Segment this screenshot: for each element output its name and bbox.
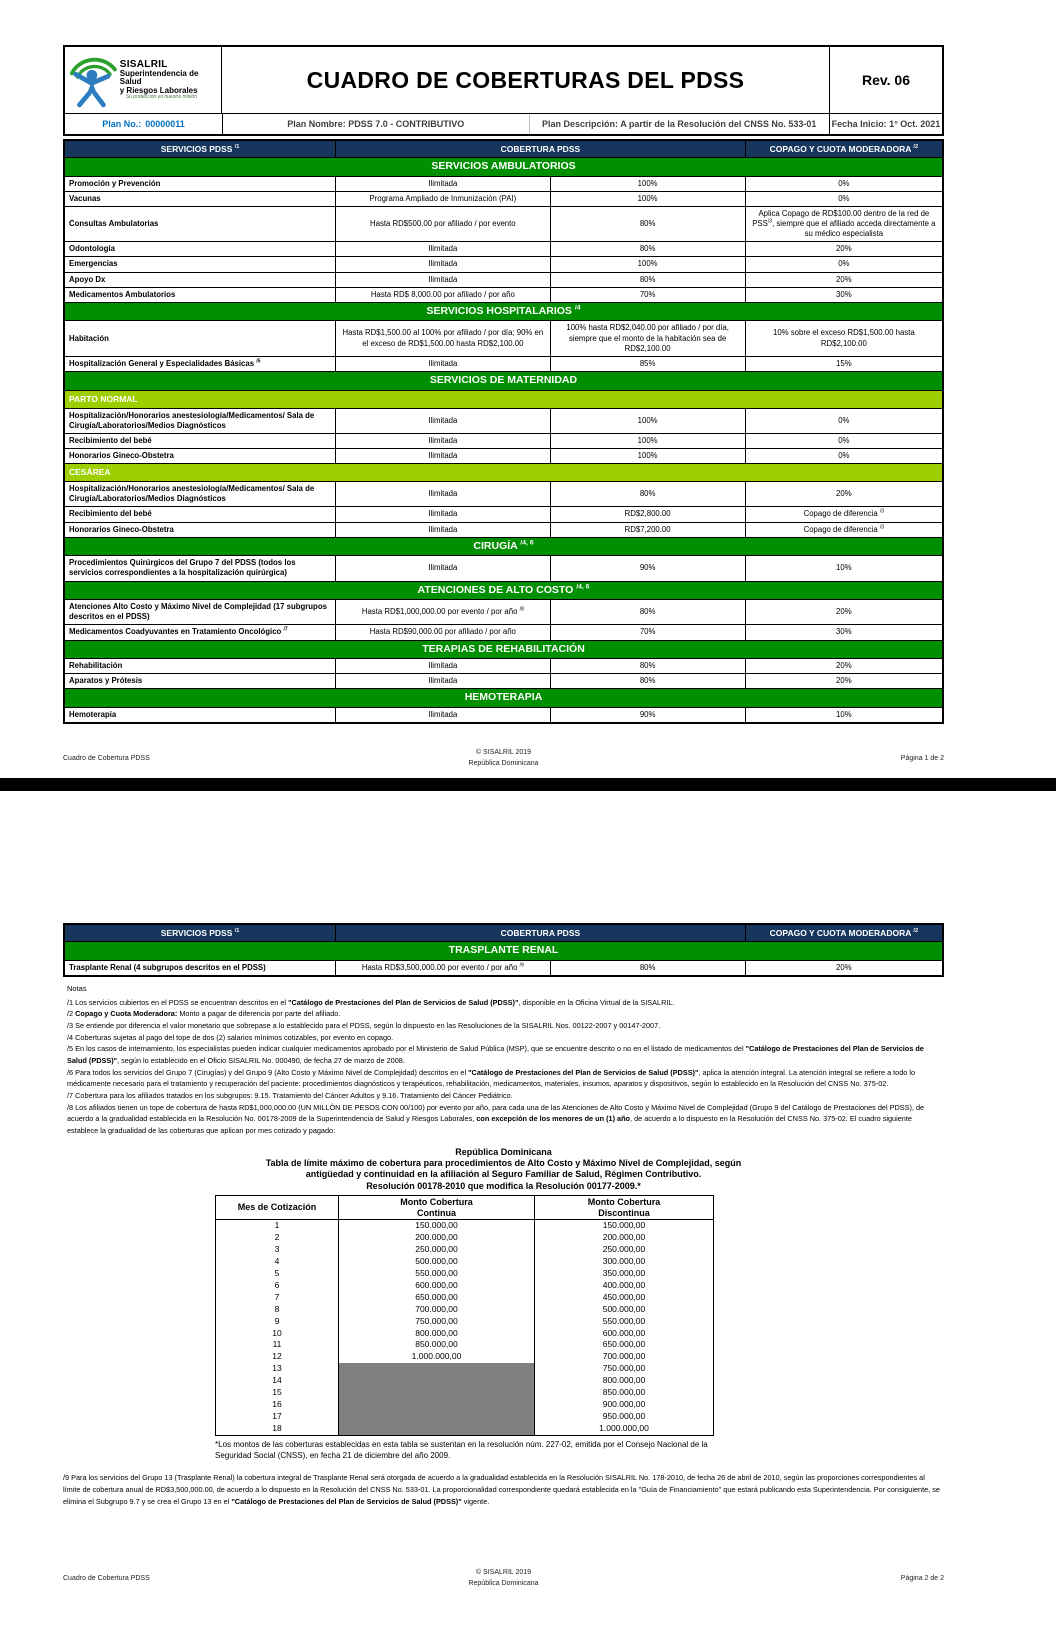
coverage-row	[64, 321, 943, 356]
coverage-percent-cell: 80%	[550, 242, 745, 257]
service-name-cell: Vacunas	[64, 191, 336, 206]
coverage-amount-cell: Ilimitada	[336, 257, 550, 272]
coverage-row	[64, 433, 943, 448]
grad-row	[216, 1256, 714, 1268]
coverage-percent-cell: 80%	[550, 600, 745, 625]
fecha-inicio: Fecha Inicio: 1° Oct. 2021	[829, 114, 942, 134]
service-name-cell: Atenciones Alto Costo y Máximo Nivel de Complejidad (17 subgrupos descritos en el PDSS)	[64, 600, 336, 625]
grad-row	[216, 1363, 714, 1375]
org-tagline: Su protección es nuestra misión	[125, 94, 197, 101]
grad-discontinua-cell: 950.000,00	[535, 1411, 714, 1423]
section-row	[64, 464, 943, 482]
doc-title: CUADRO DE COBERTURAS DEL PDSS	[306, 66, 745, 93]
note-item: /5 En los casos de internamiento, los especialistas pueden indicar cualquier medicamentos aprobado por el Ministerio de Salud Pública (MSP), que se encuentre descrito o no en el listado de medicamentos del "Catálogo de Prestaciones del Plan de Servicios de Salud (PDSS)", según lo establecido en el Oficio SISALRIL No. 000490, de fecha 27 de marzo de 2008.	[67, 1044, 924, 1066]
grad-title-line3: antigüedad y continuidad en la afiliación al Seguro Familiar de Salud, Régimen Contributivo.	[305, 1169, 702, 1180]
copago-cell: 15%	[745, 356, 943, 371]
page-number: Página 1 de 2	[900, 755, 944, 762]
grad-discontinua-cell: 850.000,00	[535, 1387, 714, 1399]
grad-discontinua-cell: 600.000,00	[535, 1328, 714, 1340]
section-row	[64, 942, 943, 961]
section-row	[64, 302, 943, 321]
coverage-row	[64, 242, 943, 257]
grad-footnote: *Los montos de las coberturas establecidas en esta tabla se sustentan en la resolución núm. 227-02, emitida por el Consejo Nacional de la Seguridad Social (CNSS), en fecha 21 de diciembre del año 2009.	[215, 1439, 708, 1460]
coverage-row	[64, 356, 943, 371]
note-item: /7 Cobertura para los afiliados tratados en los subgrupos: 9.15. Tratamiento del Cáncer Adultos y 9.16. Tratamiento del Cáncer Pediátrico.	[67, 1091, 513, 1101]
page-number: Página 2 de 2	[900, 1575, 944, 1582]
coverage-row	[64, 176, 943, 191]
coverage-row	[64, 625, 943, 640]
coverage-percent-cell: RD$7,200.00	[550, 522, 745, 537]
grad-discontinua-cell: 350.000,00	[535, 1268, 714, 1280]
footer-country: República Dominicana	[468, 1579, 539, 1587]
grad-mes-cell: 10	[216, 1328, 339, 1340]
grad-continua-cell: 1.000.000,00	[339, 1351, 535, 1363]
note-item: /3 Se entiende por diferencia el valor monetario que sobrepase a lo establecido para el PDSS, según lo dispuesto en las Resoluciones de la SISALRIL Nos. 00122-2007 y 00147-2007.	[67, 1021, 661, 1031]
rev-label: Rev. 06	[829, 47, 942, 113]
coverage-amount-cell: Ilimitada	[336, 433, 550, 448]
grad-title-line2: Tabla de límite máximo de cobertura para procedimientos de Alto Costo y Máximo Nivel de Complejidad, según	[265, 1158, 742, 1169]
service-name-cell: Medicamentos Coadyuvantes en Tratamiento Oncológico $^{/7}$	[64, 625, 336, 640]
section-header: CIRUGÍA $^{/4, 6}$	[64, 537, 943, 556]
section-header: ATENCIONES DE ALTO COSTO $^{/4, 6}$	[64, 581, 943, 600]
coverage-percent-cell: 100%	[550, 257, 745, 272]
grad-row	[216, 1292, 714, 1304]
coverage-table-page2-container	[63, 923, 944, 977]
grad-mes-cell: 6	[216, 1280, 339, 1292]
copago-cell: 0%	[745, 433, 943, 448]
copago-cell: Aplica Copago de RD$100.00 dentro de la red de $PSS^{/3}$, siempre que el afiliado acceda directamente a su médico especialista	[745, 206, 943, 241]
grad-discontinua-cell: 800.000,00	[535, 1375, 714, 1387]
coverage-row	[64, 448, 943, 463]
coverage-amount-cell: Ilimitada	[336, 482, 550, 507]
coverage-table-page1-container	[63, 139, 944, 724]
grad-continua-cell: 550.000,00	[339, 1268, 535, 1280]
section-row	[64, 537, 943, 556]
service-name-cell: Apoyo Dx	[64, 272, 336, 287]
coverage-row	[64, 659, 943, 674]
grad-mes-cell: 8	[216, 1304, 339, 1316]
service-name-cell: Recibimiento del bebé	[64, 507, 336, 522]
coverage-amount-cell: Programa Ampliado de Inmunización (PAI)	[336, 191, 550, 206]
service-name-cell: Habitación	[64, 321, 336, 356]
grad-row	[216, 1339, 714, 1351]
grad-mes-cell: 15	[216, 1387, 339, 1399]
grad-discontinua-cell: 650.000,00	[535, 1339, 714, 1351]
grad-continua-cell: 700.000,00	[339, 1304, 535, 1316]
copago-cell: 30%	[745, 287, 943, 302]
col-header-servicios: SERVICIOS PDSS $^{/1}$	[64, 140, 336, 158]
coverage-row	[64, 206, 943, 241]
coverage-percent-cell: 100%	[550, 191, 745, 206]
coverage-row	[64, 408, 943, 433]
coverage-row	[64, 272, 943, 287]
notes-section	[63, 983, 944, 1137]
note-item: /4 Coberturas sujetas al pago del tope de dos (2) salarios mínimos cotizables, por evento en copago.	[67, 1032, 394, 1042]
gradualidad-table	[215, 1195, 714, 1436]
service-name-cell: Procedimientos Quirúrgicos del Grupo 7 del PDSS (todos los servicios correspondientes a la hospitalización quirúrgica)	[64, 556, 336, 581]
coverage-row	[64, 600, 943, 625]
coverage-percent-cell: 85%	[550, 356, 745, 371]
copago-cell: 20%	[745, 960, 943, 976]
grad-discontinua-cell: 150.000,00	[535, 1220, 714, 1232]
grad-col-mes: Mes de Cotización	[216, 1195, 339, 1220]
service-name-cell: Medicamentos Ambulatorios	[64, 287, 336, 302]
subsection-header: PARTO NORMAL	[64, 390, 943, 408]
coverage-percent-cell: 70%	[550, 287, 745, 302]
coverage-percent-cell: 100%	[550, 433, 745, 448]
section-row	[64, 371, 943, 390]
grad-mes-cell: 9	[216, 1316, 339, 1328]
coverage-row	[64, 507, 943, 522]
grad-discontinua-cell: 400.000,00	[535, 1280, 714, 1292]
section-header: TERAPIAS DE REHABILITACIÓN	[64, 640, 943, 659]
coverage-amount-cell: Hasta RD$3,500,000.00 por evento / por año $^{/9}$	[336, 960, 550, 976]
grad-continua-cell: 650.000,00	[339, 1292, 535, 1304]
coverage-percent-cell: 100%	[550, 176, 745, 191]
col-header-cobertura: COBERTURA PDSS	[336, 140, 746, 158]
coverage-row	[64, 257, 943, 272]
footer-copyright: © SISALRIL 2019	[475, 1569, 532, 1576]
sisalril-logo	[65, 47, 222, 113]
grad-continua-cell: 850.000,00	[339, 1339, 535, 1351]
service-name-cell: Hospitalización/Honorarios anestesiología/Medicamentos/ Sala de Cirugía/Laboratorios/Medios Diagnósticos	[64, 482, 336, 507]
service-name-cell: Recibimiento del bebé	[64, 433, 336, 448]
copago-cell: Copago de diferencia $^{/3}$	[745, 507, 943, 522]
section-header: SERVICIOS DE MATERNIDAD	[64, 371, 943, 390]
coverage-table	[63, 139, 944, 724]
note-item: /6 Para todos los servicios del Grupo 7 (Cirugías) y del Grupo 9 (Alto Costo y Máximo Nivel de Complejidad) descritos en el "Catálogo de Prestaciones del Plan de Servicios de Salud (PDSS)", aplica la atención integral. La atención integral se refiere a todo lo médicamente necesario para el tratamiento y recuperación del paciente: procedimientos diagnósticos y terapéuticos, rehabilitación, medicamentos, materiales, insumos, aparatos y dispositivos, según lo establecido en la Resolución del CNSS No. 375-02.	[67, 1067, 916, 1089]
grad-discontinua-cell: 700.000,00	[535, 1351, 714, 1363]
copago-cell: Copago de diferencia $^{/3}$	[745, 522, 943, 537]
grad-col-discontinua: Monto Cobertura Discontinua	[535, 1195, 714, 1220]
coverage-amount-cell: Hasta RD$1,000,000.00 por evento / por año $^{/8}$	[336, 600, 550, 625]
coverage-percent-cell: 90%	[550, 708, 745, 724]
notes-heading: Notas	[67, 983, 87, 993]
note-9: /9 Para los servicios del Grupo 13 (Trasplante Renal) la cobertura integral de Trasplante Renal será otorgada de acuerdo a la gradualidad establecida en la Resolución SISALRIL No. 178-2010, de fecha 26 de abril de 2010, según las proporciones correspondientes al límite de cobertura anual de RD$3,500,000.00, de acuerdo a lo dispuesto en la Resolución del CNSS No. 533-01. La proporcionalidad correspondiente quedará establecida en la "Guía de Financiamiento" que estará publicando esta Superintendencia. Por consiguiente, se elimina el Subgrupo 9.7 y se crea el Grupo 13 en el "Catálogo de Prestaciones del Plan de Servicios de Salud (PDSS)" vigente.	[63, 1473, 940, 1506]
coverage-percent-cell: 100%	[550, 448, 745, 463]
gradualidad-titles	[63, 1147, 944, 1192]
coverage-percent-cell: 80%	[550, 674, 745, 689]
coverage-row	[64, 482, 943, 507]
coverage-percent-cell: 80%	[550, 960, 745, 976]
footer-copyright: © SISALRIL 2019	[475, 749, 532, 756]
grad-row	[216, 1316, 714, 1328]
section-row	[64, 158, 943, 177]
section-row	[64, 640, 943, 659]
coverage-amount-cell: Ilimitada	[336, 659, 550, 674]
section-header: TRASPLANTE RENAL	[64, 942, 943, 961]
grad-continua-cell: 200.000,00	[339, 1232, 535, 1244]
coverage-row	[64, 674, 943, 689]
copago-cell: 0%	[745, 191, 943, 206]
grad-discontinua-cell: 300.000,00	[535, 1256, 714, 1268]
service-name-cell: Odontología	[64, 242, 336, 257]
copago-cell: 20%	[745, 242, 943, 257]
grad-row	[216, 1268, 714, 1280]
col-header-copago: COPAGO Y CUOTA MODERADORA $^{/2}$	[745, 924, 943, 942]
coverage-amount-cell: Hasta RD$90,000.00 por afiliado / por año	[336, 625, 550, 640]
copago-cell: 10%	[745, 708, 943, 724]
coverage-percent-cell: 100% hasta RD$2,040.00 por afiliado / por día, siempre que el monto de la habitación sea de RD$2,100.00	[550, 321, 745, 356]
copago-cell: 20%	[745, 674, 943, 689]
plan-nombre: Plan Nombre: PDSS 7.0 - CONTRIBUTIVO	[223, 114, 530, 134]
copago-cell: 0%	[745, 257, 943, 272]
notes-list	[63, 997, 944, 1137]
grad-mes-cell: 17	[216, 1411, 339, 1423]
coverage-amount-cell: Hasta RD$500.00 por afiliado / por evento	[336, 206, 550, 241]
service-name-cell: Aparatos y Prótesis	[64, 674, 336, 689]
service-name-cell: Hospitalización General y Especialidades Básicas $^{/5}$	[64, 356, 336, 371]
service-name-cell: Emergencias	[64, 257, 336, 272]
coverage-amount-cell: Ilimitada	[336, 522, 550, 537]
grad-row	[216, 1232, 714, 1244]
coverage-row	[64, 287, 943, 302]
grad-mes-cell: 4	[216, 1256, 339, 1268]
grad-discontinua-cell: 450.000,00	[535, 1292, 714, 1304]
coverage-amount-cell: Ilimitada	[336, 408, 550, 433]
grad-continua-cell: 500.000,00	[339, 1256, 535, 1268]
copago-cell: 20%	[745, 659, 943, 674]
grad-row	[216, 1328, 714, 1340]
coverage-amount-cell: Ilimitada	[336, 356, 550, 371]
grad-discontinua-cell: 500.000,00	[535, 1304, 714, 1316]
footer-country: República Dominicana	[468, 759, 539, 767]
service-name-cell: Rehabilitación	[64, 659, 336, 674]
grad-mes-cell: 18	[216, 1423, 339, 1435]
footer-doc-name: Cuadro de Cobertura PDSS	[63, 755, 150, 762]
coverage-table	[63, 923, 944, 977]
coverage-percent-cell: 80%	[550, 482, 745, 507]
coverage-percent-cell: 80%	[550, 206, 745, 241]
service-name-cell: Hemoterapia	[64, 708, 336, 724]
note-item: /1 Los servicios cubiertos en el PDSS se encuentran descritos en el "Catálogo de Prestaciones del Plan de Servicios de Salud (PDSS)", disponible en la Oficina Virtual de la SISALRIL.	[67, 997, 675, 1007]
copago-cell: 0%	[745, 448, 943, 463]
coverage-percent-cell: 80%	[550, 659, 745, 674]
grad-mes-cell: 13	[216, 1363, 339, 1375]
grad-mes-cell: 7	[216, 1292, 339, 1304]
coverage-percent-cell: 100%	[550, 408, 745, 433]
grad-row	[216, 1244, 714, 1256]
org-name: SISALRIL	[119, 58, 168, 70]
coverage-amount-cell: Ilimitada	[336, 556, 550, 581]
grad-discontinua-cell: 200.000,00	[535, 1232, 714, 1244]
grad-title-resolution: Resolución 00178-2010 que modifica la Resolución 00177-2009.*	[366, 1180, 641, 1191]
grad-discontinua-cell: 550.000,00	[535, 1316, 714, 1328]
note-item: /2 Copago y Cuota Moderadora: Monto a pagar de diferencia por parte del afiliado.	[67, 1009, 341, 1019]
service-name-cell: Consultas Ambulatorias	[64, 206, 336, 241]
grad-mes-cell: 5	[216, 1268, 339, 1280]
page-separator	[0, 778, 1056, 791]
copago-cell: 10%	[745, 556, 943, 581]
copago-cell: 10% sobre el exceso RD$1,500.00 hasta RD$2,100.00	[745, 321, 943, 356]
plan-descripcion: Plan Descripción: A partir de la Resolución del CNSS No. 533-01	[542, 119, 817, 129]
coverage-amount-cell: Ilimitada	[336, 242, 550, 257]
page1-footer	[63, 748, 944, 769]
grad-mes-cell: 2	[216, 1232, 339, 1244]
grad-discontinua-cell: 250.000,00	[535, 1244, 714, 1256]
section-header: SERVICIOS AMBULATORIOS	[64, 158, 943, 177]
coverage-amount-cell: Ilimitada	[336, 272, 550, 287]
col-header-servicios: SERVICIOS PDSS $^{/1}$	[64, 924, 336, 942]
coverage-percent-cell: 80%	[550, 272, 745, 287]
coverage-amount-cell: Ilimitada	[336, 448, 550, 463]
grad-col-continua: Monto Cobertura Continua	[339, 1195, 535, 1220]
coverage-amount-cell: Ilimitada	[336, 507, 550, 522]
page2-footer	[63, 1568, 944, 1589]
coverage-percent-cell: RD$2,800.00	[550, 507, 745, 522]
col-header-copago: COPAGO Y CUOTA MODERADORA $^{/2}$	[745, 140, 943, 158]
footer-doc-name: Cuadro de Cobertura PDSS	[63, 1575, 150, 1582]
coverage-amount-cell: Ilimitada	[336, 176, 550, 191]
coverage-amount-cell: Ilimitada	[336, 708, 550, 724]
grad-continua-empty-cell	[339, 1363, 535, 1435]
grad-mes-cell: 12	[216, 1351, 339, 1363]
grad-row	[216, 1351, 714, 1363]
coverage-percent-cell: 70%	[550, 625, 745, 640]
grad-continua-cell: 800.000,00	[339, 1328, 535, 1340]
note-item: /8 Los afiliados tienen un tope de cobertura de hasta RD$1,000,000.00 (UN MILLÓN DE PESOS CON 00/100) por evento por año, para cada una de las Atenciones de Alto Costo y Máximo Nivel de Complejidad (Grupo 9 del Catálogo de Prestaciones del PDSS), de acuerdo a la gradualidad establecida en la Resolución No. 00178-2009 de la Superintendencia de Salud y Riesgos Laborales, con excepción de los menores de un (1) año, de acuerdo a lo dispuesto en la Resolución del CNSS No. 375-02. El cuadro siguiente establece la gradualidad de las coberturas que aplican por mes cotizado y pagado:	[67, 1102, 925, 1136]
page-1	[63, 45, 944, 724]
coverage-row	[64, 708, 943, 724]
section-row	[64, 581, 943, 600]
service-name-cell: Promoción y Prevención	[64, 176, 336, 191]
service-name-cell: Honorarios Gineco-Obstetra	[64, 448, 336, 463]
gradualidad-table-container	[63, 1195, 944, 1436]
section-header: HEMOTERAPIA	[64, 689, 943, 708]
plan-no-value: 00000011	[145, 119, 185, 129]
coverage-amount-cell: Hasta RD$1,500.00 al 100% por afiliado / por día; 90% en el exceso de RD$1,500.00 hasta RD$2,100.00	[336, 321, 550, 356]
coverage-row	[64, 556, 943, 581]
section-row	[64, 689, 943, 708]
col-header-cobertura: COBERTURA PDSS	[336, 924, 746, 942]
grad-discontinua-cell: 750.000,00	[535, 1363, 714, 1375]
grad-continua-cell: 250.000,00	[339, 1244, 535, 1256]
document-header	[63, 45, 944, 136]
grad-continua-cell: 600.000,00	[339, 1280, 535, 1292]
grad-row	[216, 1304, 714, 1316]
copago-cell: 20%	[745, 482, 943, 507]
grad-row	[216, 1220, 714, 1232]
grad-mes-cell: 3	[216, 1244, 339, 1256]
service-name-cell: Honorarios Gineco-Obstetra	[64, 522, 336, 537]
section-row	[64, 390, 943, 408]
grad-mes-cell: 11	[216, 1339, 339, 1351]
coverage-percent-cell: 90%	[550, 556, 745, 581]
org-subtitle-2: y Riesgos Laborales	[119, 85, 198, 95]
coverage-amount-cell: Ilimitada	[336, 674, 550, 689]
logo-figure-icon	[68, 51, 118, 109]
coverage-row	[64, 191, 943, 206]
copago-cell: 0%	[745, 176, 943, 191]
plan-no-label: Plan No.:	[102, 119, 142, 129]
service-name-cell: Hospitalización/Honorarios anestesiología/Medicamentos/ Sala de Cirugía/Laboratorios/Medios Diagnósticos	[64, 408, 336, 433]
copago-cell: 30%	[745, 625, 943, 640]
copago-cell: 20%	[745, 272, 943, 287]
grad-continua-cell: 150.000,00	[339, 1220, 535, 1232]
org-subtitle-1: Superintendencia de Salud	[119, 69, 199, 87]
service-name-cell: Trasplante Renal (4 subgrupos descritos en el PDSS)	[64, 960, 336, 976]
grad-mes-cell: 16	[216, 1399, 339, 1411]
copago-cell: 0%	[745, 408, 943, 433]
grad-row	[216, 1280, 714, 1292]
coverage-row	[64, 522, 943, 537]
subsection-header: CESÁREA	[64, 464, 943, 482]
grad-discontinua-cell: 1.000.000,00	[535, 1423, 714, 1435]
grad-mes-cell: 1	[216, 1220, 339, 1232]
copago-cell: 20%	[745, 600, 943, 625]
grad-continua-cell: 750.000,00	[339, 1316, 535, 1328]
grad-discontinua-cell: 900.000,00	[535, 1399, 714, 1411]
page-2	[63, 920, 944, 1507]
section-header: SERVICIOS HOSPITALARIOS $^{/4}$	[64, 302, 943, 321]
grad-title-country: República Dominicana	[455, 1146, 552, 1157]
coverage-row	[64, 960, 943, 976]
coverage-amount-cell: Hasta RD$ 8,000.00 por afiliado / por año	[336, 287, 550, 302]
grad-mes-cell: 14	[216, 1375, 339, 1387]
